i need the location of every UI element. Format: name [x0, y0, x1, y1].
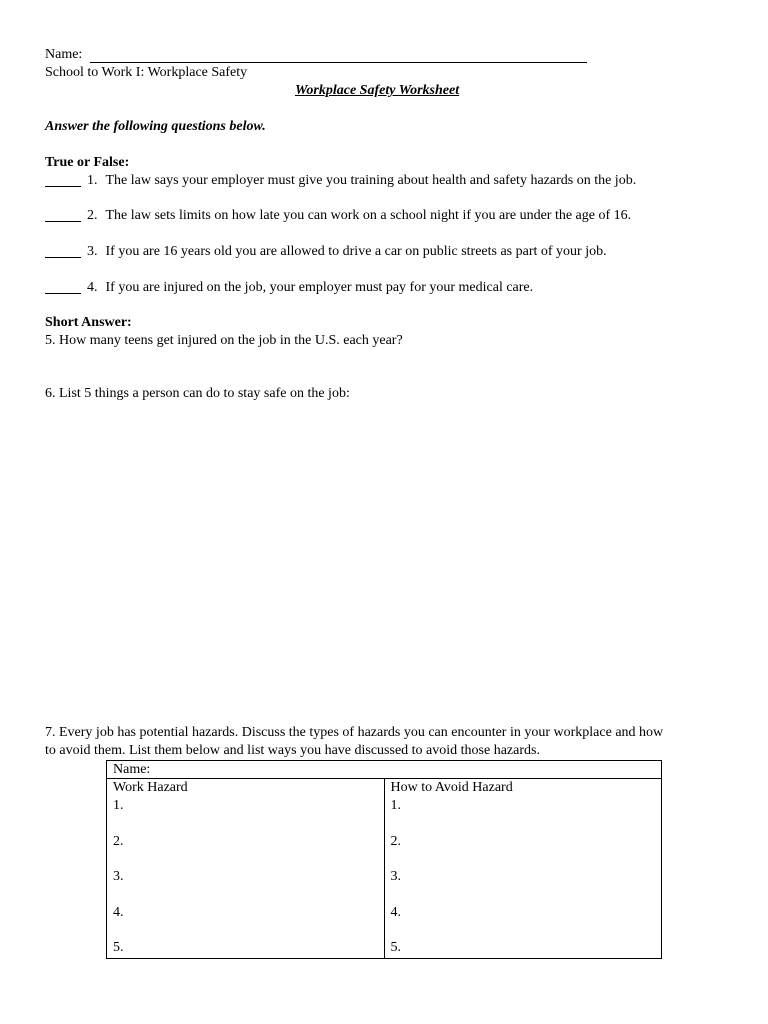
- tf-question-4: [45, 280, 533, 296]
- question-5: 5. How many teens get injured on the job in the U.S. each year?: [45, 333, 403, 348]
- question-text: If you are 16 years old you are allowed to drive a car on public streets as part of your job.: [105, 244, 607, 259]
- tf-question-1: [45, 173, 636, 189]
- question-number: 1.: [87, 173, 98, 188]
- answer-blank[interactable]: [45, 173, 81, 187]
- hazard-row-2: 2.: [113, 833, 124, 849]
- question-7-line-2: to avoid them. List them below and list ways you have discussed to avoid those hazards.: [45, 743, 540, 758]
- avoid-hazard-header: How to Avoid Hazard: [390, 780, 513, 795]
- question-number: 2.: [87, 208, 98, 223]
- course-title: School to Work I: Workplace Safety: [45, 65, 248, 80]
- hazard-row-1: 1.: [113, 798, 124, 813]
- question-number: 3.: [87, 244, 98, 259]
- avoid-row-2: 2.: [390, 833, 401, 849]
- tf-question-2: [45, 208, 631, 224]
- question-text: If you are injured on the job, your employer must pay for your medical care.: [105, 280, 534, 295]
- avoid-row-5: 5.: [390, 940, 401, 956]
- name-label: Name:: [45, 47, 83, 62]
- avoid-row-4: 4.: [390, 904, 401, 920]
- tf-question-3: [45, 244, 607, 260]
- hazard-table: [106, 760, 662, 959]
- question-text: The law sets limits on how late you can work on a school night if you are under the age of 16.: [105, 208, 632, 223]
- name-input-line[interactable]: [90, 62, 587, 63]
- true-false-heading: True or False:: [45, 155, 130, 170]
- hazard-row-4: 4.: [113, 904, 124, 920]
- hazard-row-5: 5.: [113, 940, 124, 956]
- instructions: Answer the following questions below.: [45, 119, 266, 134]
- table-name-cell[interactable]: [107, 761, 662, 779]
- short-answer-heading: Short Answer:: [45, 315, 132, 330]
- worksheet-title: Workplace Safety Worksheet: [295, 83, 460, 98]
- question-7-line-1: 7. Every job has potential hazards. Discuss the types of hazards you can encounter in your workplace and how: [45, 725, 664, 740]
- avoid-hazard-column[interactable]: [384, 779, 662, 959]
- hazard-row-3: 3.: [113, 869, 124, 885]
- question-text: The law says your employer must give you training about health and safety hazards on the job.: [105, 173, 637, 188]
- work-hazard-column[interactable]: [107, 779, 385, 959]
- work-hazard-header: Work Hazard: [113, 780, 188, 795]
- answer-blank[interactable]: [45, 244, 81, 258]
- question-number: 4.: [87, 280, 98, 295]
- answer-blank[interactable]: [45, 280, 81, 294]
- avoid-row-1: 1.: [390, 798, 401, 813]
- avoid-row-3: 3.: [390, 869, 401, 885]
- question-6: 6. List 5 things a person can do to stay safe on the job:: [45, 386, 350, 401]
- answer-blank[interactable]: [45, 208, 81, 222]
- table-name-label: Name:: [113, 762, 151, 777]
